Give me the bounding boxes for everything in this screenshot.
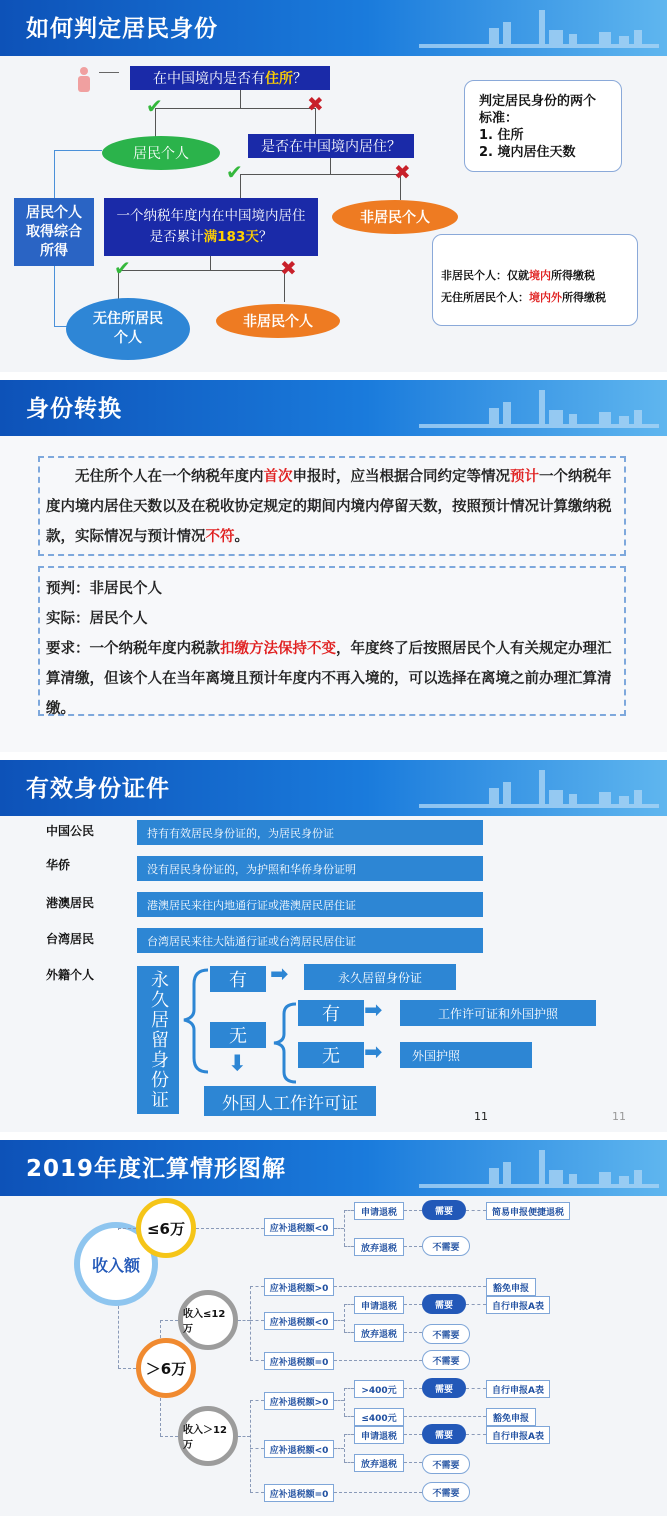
connector [344,1388,345,1416]
has-work-box: 有 [298,1000,364,1026]
non-resident-individual-1: 非居民个人 [332,200,458,234]
cross-icon: ✖ [307,92,324,116]
pr-card-box: 永久居留身份证 [304,964,456,990]
person-icon [72,66,96,92]
le12w-circle: 收入≤12万 [178,1290,238,1350]
exempt-box: 豁免申报 [486,1278,536,1296]
connector [54,150,102,151]
comprehensive-income-label: 居民个人取得综合所得 [14,198,94,266]
slide-title: 2019年度汇算情形图解 [26,1156,287,1182]
connector [344,1304,345,1332]
connector [334,1286,486,1287]
resident-individual-1: 居民个人 [102,136,220,170]
has-pr-box: 有 [210,966,266,992]
apply-refund-box: 申请退税 [354,1202,404,1220]
no-need-pill: 不需要 [422,1454,470,1474]
id-label: 港澳居民 [46,896,95,910]
slide-title: 有效身份证件 [26,776,170,802]
connector [240,90,241,108]
connector [344,1434,354,1435]
permanent-residence-box: 永久居留身份证 [137,966,179,1114]
connector [118,1306,119,1368]
connector [344,1210,345,1246]
connector [250,1492,264,1493]
connector [250,1400,251,1492]
work-passport-box: 工作许可证和外国护照 [400,1000,596,1026]
arrow-right-icon: ➡ [270,962,289,987]
connector [404,1246,422,1247]
cross-icon: ✖ [394,160,411,184]
self-filing-a-box: 自行申报A表 [486,1426,550,1444]
connector [466,1388,486,1389]
cross-icon: ✖ [280,256,297,280]
connector [344,1332,354,1333]
connector [250,1360,264,1361]
tax-scope-box [432,234,638,326]
connector [344,1462,354,1463]
connector [404,1416,486,1417]
give-up-refund-box: 放弃退税 [354,1324,404,1342]
connector [238,1436,250,1437]
requirements-box [38,566,626,716]
connector [118,1368,136,1369]
connector [404,1388,422,1389]
connector [344,1304,354,1305]
criteria-title: 判定居民身份的两个标准： [479,94,597,126]
page-number: 11 [474,1110,488,1123]
criteria-item: 2. 境内居住天数 [479,145,576,160]
connector [334,1400,344,1401]
id-bar: 持有有效居民身份证的，为居民身份证 [137,820,483,845]
connector [160,1436,178,1437]
slide-header [0,380,667,436]
connector [344,1388,354,1389]
connector [250,1400,264,1401]
prediction-line: 预判：非居民个人 [46,581,162,597]
city-skyline-icon [419,386,659,436]
arrow-down-icon: ➡ [224,1053,250,1072]
page-number: 11 [612,1110,626,1123]
connector [466,1210,486,1211]
connector [118,270,284,271]
conversion-paragraph: 无住所个人在一个纳税年度内首次申报时，应当根据合同约定等情况预计一个纳税年度内境内居住天数以及在税收协定规定的期间内境内停留天数，按照预计情况计算缴纳税款，实际情况与预计情况不符。 [46,469,612,545]
give-up-refund-box: 放弃退税 [354,1238,404,1256]
rule-non-resident: 非居民个人：仅就境内所得缴税 [441,269,595,282]
no-need-pill: 不需要 [422,1482,470,1502]
id-label: 中国公民 [46,824,95,838]
tax-lt0-box: 应补退税额<0 [264,1312,334,1330]
connector [155,108,315,109]
connector [250,1286,251,1360]
slide-header [0,760,667,816]
slide-status-conversion [0,380,667,752]
arrow-right-icon: ➡ [364,998,383,1023]
connector [240,174,400,175]
connector [334,1360,422,1361]
need-pill: 需要 [422,1200,466,1220]
connector [250,1320,264,1321]
tax-lt0-box: 应补退税额<0 [264,1218,334,1236]
no-pr-box: 无 [210,1022,266,1048]
city-skyline-icon [419,1146,659,1196]
income-circle: 收入额 [74,1222,158,1306]
need-pill: 需要 [422,1424,466,1444]
connector [210,256,211,270]
id-bar: 港澳居民来往内地通行证或港澳居民居住证 [137,892,483,917]
arrow-right-icon: ➡ [364,1040,383,1065]
passport-box: 外国护照 [400,1042,532,1068]
criteria-box [464,80,622,172]
slide-header [0,1140,667,1196]
requirement-line: 要求：一个纳税年度内税款扣缴方法保持不变，年度终了后按照居民个人有关规定办理汇算清缴，但该个人在当年离境且预计年度内不再入境的，可以选择在离境之前办理汇算清缴。 [46,641,612,717]
criteria-item: 1. 住所 [479,128,524,143]
check-icon: ✔ [114,256,131,280]
connector [334,1448,344,1449]
question-183-days: 一个纳税年度内在中国境内居住是否累计满183天？ [104,198,318,256]
connector [160,1320,178,1321]
tax-eq0-box: 应补退税额=0 [264,1352,334,1370]
non-resident-individual-2: 非居民个人 [216,304,340,338]
self-filing-a-box: 自行申报A表 [486,1380,550,1398]
tax-lt0-box: 应补退税额<0 [264,1440,334,1458]
question-residing: 是否在中国境内居住？ [248,134,414,158]
brace-icon [180,966,210,1076]
slide-residency-determination [0,0,667,372]
connector [344,1434,345,1462]
connector [404,1304,422,1305]
gt400-box: >400元 [354,1380,404,1398]
need-pill: 需要 [422,1378,466,1398]
city-skyline-icon [419,766,659,816]
work-permit-box: 外国人工作许可证 [204,1086,376,1116]
connector [160,1398,161,1436]
slide-valid-id [0,760,667,1132]
connector [404,1434,422,1435]
id-bar: 没有居民身份证的，为护照和华侨身份证明 [137,856,483,881]
connector [250,1286,264,1287]
simple-filing-box: 简易申报便捷退税 [486,1202,570,1220]
tax-gt0-box: 应补退税额>0 [264,1392,334,1410]
gt6w-circle: ＞6万 [136,1338,196,1398]
tax-gt0-box: 应补退税额>0 [264,1278,334,1296]
no-need-pill: 不需要 [422,1324,470,1344]
arrow-line [99,72,119,73]
le400-box: ≤400元 [354,1408,404,1426]
rule-no-domicile: 无住所居民个人：境内外所得缴税 [441,291,606,304]
city-skyline-icon [419,6,659,56]
no-need-pill: 不需要 [422,1350,470,1370]
exempt-box: 豁免申报 [486,1408,536,1426]
give-up-refund-box: 放弃退税 [354,1454,404,1472]
connector [344,1416,354,1417]
id-label: 华侨 [46,858,71,872]
connector [160,1320,161,1338]
apply-refund-box: 申请退税 [354,1426,404,1444]
connector [404,1462,422,1463]
connector [334,1228,344,1229]
connector [330,158,331,174]
slide-title: 身份转换 [26,396,122,422]
connector [118,1228,119,1230]
le6w-circle: ≤6万 [136,1198,196,1258]
id-label: 外籍个人 [46,968,95,982]
no-work-box: 无 [298,1042,364,1068]
self-filing-a-box: 自行申报A表 [486,1296,550,1314]
connector [404,1210,422,1211]
actual-line: 实际：居民个人 [46,611,148,627]
need-pill: 需要 [422,1294,466,1314]
tax-eq0-box: 应补退税额=0 [264,1484,334,1502]
slide-title: 如何判定居民身份 [26,16,218,42]
check-icon: ✔ [146,94,163,118]
id-label: 台湾居民 [46,932,95,946]
connector [334,1492,422,1493]
connector [344,1210,354,1211]
check-icon: ✔ [226,160,243,184]
apply-refund-box: 申请退税 [354,1296,404,1314]
connector [404,1332,422,1333]
conversion-paragraph-box [38,456,626,556]
connector [250,1448,264,1449]
no-domicile-resident: 无住所居民个人 [66,298,190,360]
slide-settlement-diagram [0,1140,667,1516]
slide-header [0,0,667,56]
connector [196,1228,264,1229]
connector [466,1304,486,1305]
brace-icon [268,1000,298,1086]
no-need-pill: 不需要 [422,1236,470,1256]
question-domicile: 在中国境内是否有 住所 ？ [130,66,330,90]
connector [118,1228,136,1229]
connector [344,1246,354,1247]
id-bar: 台湾居民来往大陆通行证或台湾居民居住证 [137,928,483,953]
connector [334,1320,344,1321]
connector [238,1320,250,1321]
connector [466,1434,486,1435]
gt12w-circle: 收入＞12万 [178,1406,238,1466]
